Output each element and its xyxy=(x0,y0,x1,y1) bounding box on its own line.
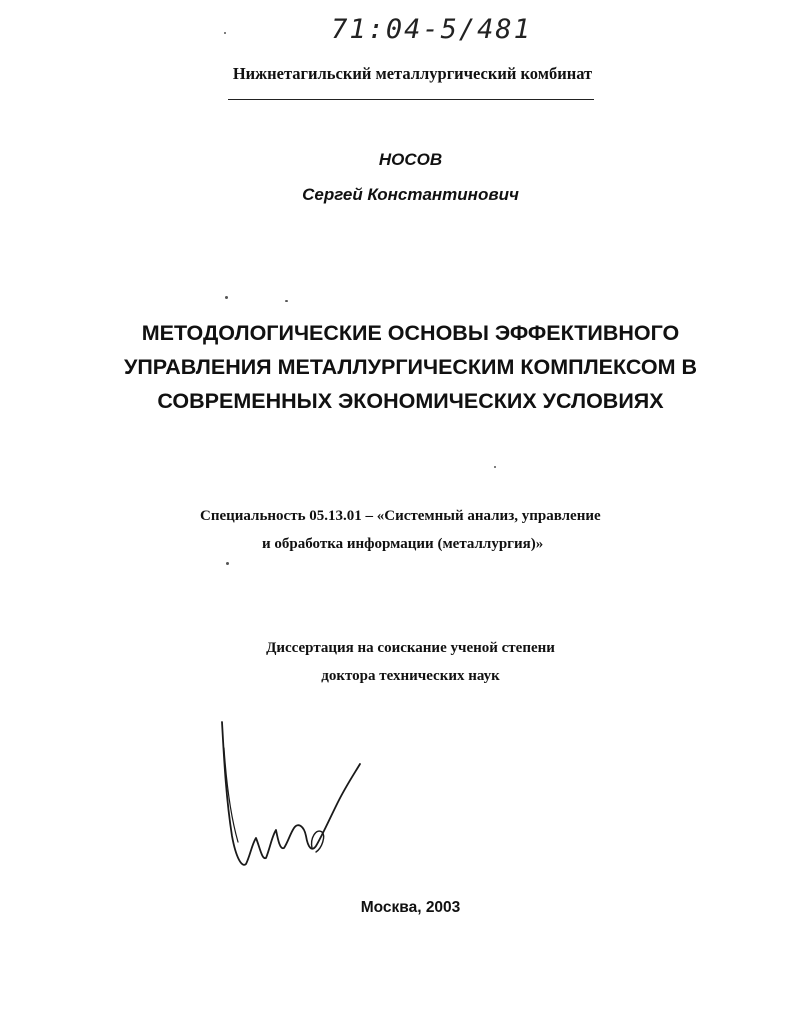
author-surname: НОСОВ xyxy=(378,150,443,169)
thesis-title-line: МЕТОДОЛОГИЧЕСКИЕ ОСНОВЫ ЭФФЕКТИВНОГО xyxy=(141,321,680,345)
place-and-year: Москва, 2003 xyxy=(360,899,461,916)
degree-line: доктора технических наук xyxy=(321,668,500,684)
thesis-title xyxy=(0,316,793,418)
degree-line: Диссертация на соискание ученой степени xyxy=(266,640,555,656)
author-given-names: Сергей Константинович xyxy=(302,185,519,204)
specialty xyxy=(200,502,640,558)
scan-speck xyxy=(226,562,229,565)
scan-speck xyxy=(494,466,496,468)
scan-speck xyxy=(285,300,288,302)
archive-code: 71:04-5/481 xyxy=(331,14,532,45)
organization-underline xyxy=(228,99,594,100)
degree-statement xyxy=(0,634,793,690)
thesis-title-line: СОВРЕМЕННЫХ ЭКОНОМИЧЕСКИХ УСЛОВИЯХ xyxy=(157,389,664,413)
specialty-line: Специальность 05.13.01 – «Системный анализ, управление xyxy=(200,508,601,524)
scan-speck xyxy=(224,32,226,34)
organization-name: Нижнетагильский металлургический комбинат xyxy=(232,64,593,83)
thesis-title-line: УПРАВЛЕНИЯ МЕТАЛЛУРГИЧЕСКИМ КОМПЛЕКСОМ В xyxy=(123,355,697,379)
scan-speck xyxy=(225,296,228,299)
signature xyxy=(212,718,372,878)
specialty-line: и обработка информации (металлургия)» xyxy=(262,536,544,552)
